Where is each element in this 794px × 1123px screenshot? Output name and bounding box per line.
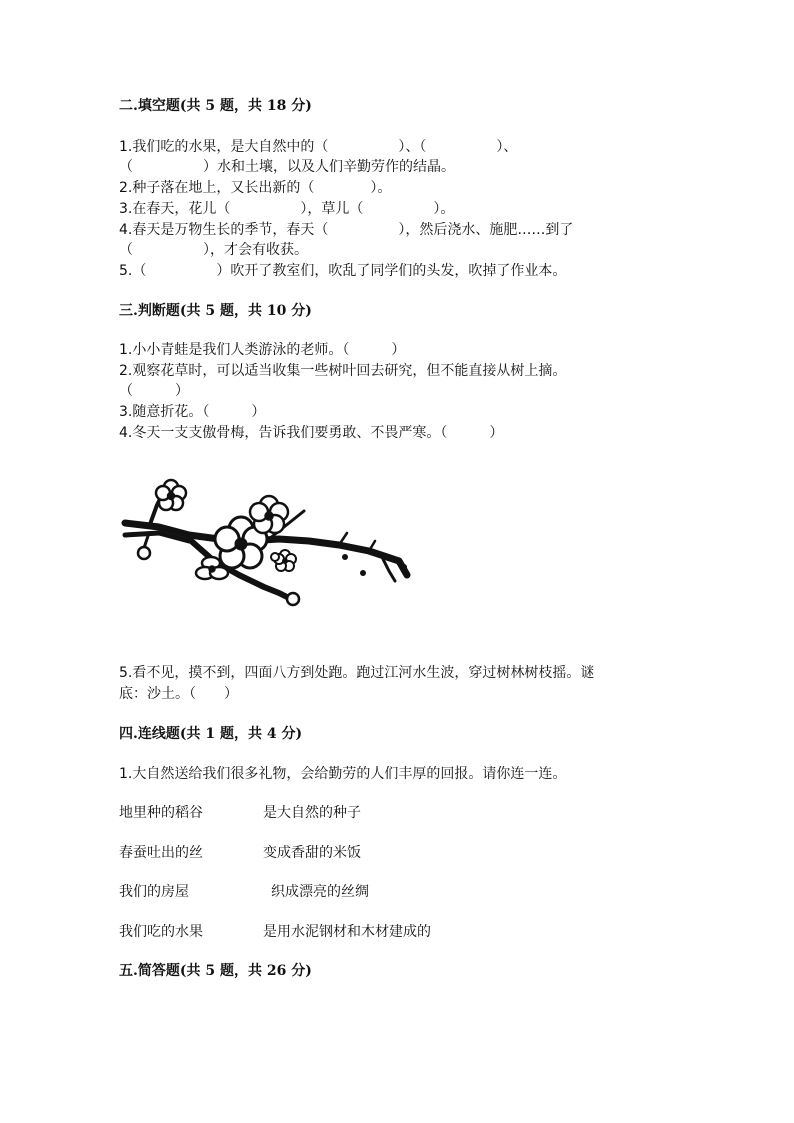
fill-line-4: 3.在春天，花儿（ ），草儿（ ）。: [119, 201, 455, 217]
match-left-item[interactable]: 我们的房屋: [119, 884, 189, 900]
judge-line-6: 5.看不见，摸不到，四面八方到处跑。跑过江河水生波，穿过树林树枝摇。谜: [119, 665, 595, 681]
judge-line-7: 底：沙土。（ ）: [119, 686, 238, 702]
judge-line-3: （ ）: [119, 383, 189, 399]
section5-heading: 五.简答题(共 5 题，共 26 分): [119, 963, 312, 979]
fill-line-2: （ ）水和土壤，以及人们辛勤劳作的结晶。: [119, 159, 455, 175]
fill-line-1: 1.我们吃的水果，是大自然中的（ ）、（ ）、: [119, 139, 518, 155]
match-left-item[interactable]: 地里种的稻谷: [119, 805, 203, 821]
match-prompt: 1.大自然送给我们很多礼物，会给勤劳的人们丰厚的回报。请你连一连。: [119, 766, 567, 782]
judge-line-5: 4.冬天一支支傲骨梅，告诉我们要勇敢、不畏严寒。（ ）: [119, 425, 504, 441]
match-right-item[interactable]: 织成漂亮的丝绸: [271, 884, 369, 900]
section3-heading: 三.判断题(共 5 题，共 10 分): [119, 303, 312, 319]
judge-line-2: 2.观察花草时，可以适当收集一些树叶回去研究，但不能直接从树上摘。: [119, 363, 567, 379]
fill-line-7: 5.（ ）吹开了教室们，吹乱了同学们的头发，吹掉了作业本。: [119, 263, 567, 279]
fill-line-5: 4.春天是万物生长的季节，春天（ ），然后浇水、施肥……到了: [119, 222, 574, 238]
judge-line-4: 3.随意折花。（ ）: [119, 404, 266, 420]
match-right-item[interactable]: 是大自然的种子: [263, 805, 361, 821]
match-right-item[interactable]: 是用水泥钢材和木材建成的: [263, 924, 431, 940]
fill-line-6: （ ），才会有收获。: [119, 242, 308, 258]
plum-blossom-branch-icon: [119, 475, 411, 623]
section4-heading: 四.连线题(共 1 题，共 4 分): [119, 726, 303, 742]
match-right-item[interactable]: 变成香甜的米饭: [263, 845, 361, 861]
section2-heading: 二.填空题(共 5 题，共 18 分): [119, 98, 312, 114]
match-left-item[interactable]: 春蚕吐出的丝: [119, 845, 203, 861]
fill-line-3: 2.种子落在地上，又长出新的（ ）。: [119, 180, 392, 196]
judge-line-1: 1.小小青蛙是我们人类游泳的老师。（ ）: [119, 342, 406, 358]
match-left-item[interactable]: 我们吃的水果: [119, 924, 203, 940]
